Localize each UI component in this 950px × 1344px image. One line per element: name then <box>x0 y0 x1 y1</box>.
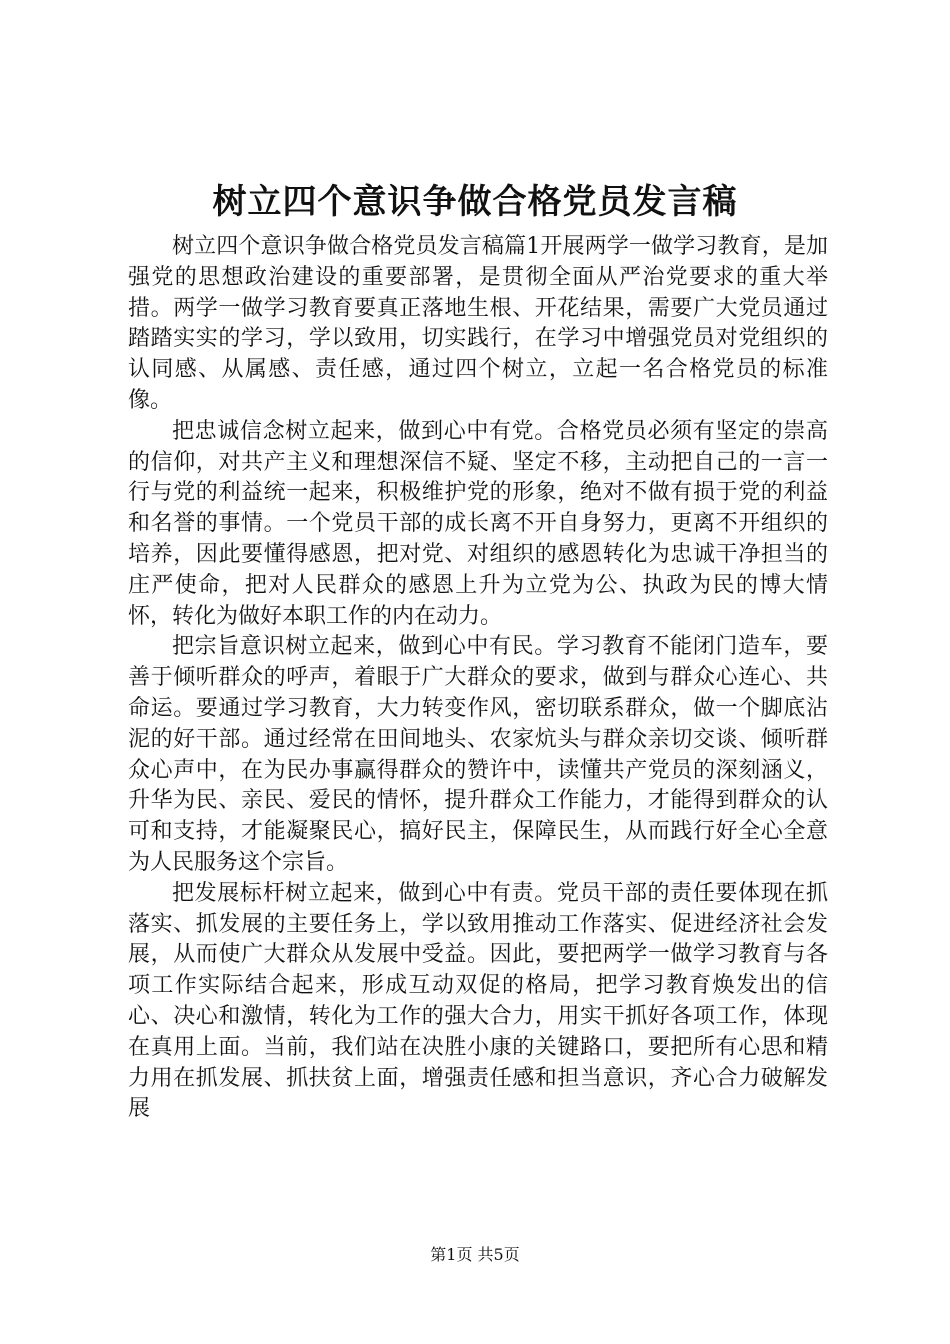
page-number-footer: 第1页 共5页 <box>430 1245 520 1264</box>
paragraph-4: 把发展标杆树立起来，做到心中有责。党员干部的责任要体现在抓落实、抓发展的主要任务上，学以致用推动工作落实、促进经济社会发展，从而使广大群众从发展中受益。因此，要把两学一做学习教育与各项工作实际结合起来，形成互动双促的格局，把学习教育焕发出的信心、决心和激情，转化为工作的强大合力，用实干抓好各项工作，体现在真用上面。当前，我们站在决胜小康的关键路口，要把所有心思和精力用在抓发展、抓扶贫上面，增强责任感和担当意识，齐心合力破解发展 <box>128 880 828 1122</box>
paragraph-1: 树立四个意识争做合格党员发言稿篇1开展两学一做学习教育，是加强党的思想政治建设的重要部署，是贯彻全面从严治党要求的重大举措。两学一做学习教育要真正落地生根、开花结果，需要广大党员通过踏踏实实的学习，学以致用，切实践行，在学习中增强党员对党组织的认同感、从属感、责任感，通过四个树立，立起一名合格党员的标准像。 <box>128 234 828 413</box>
paragraph-2: 把忠诚信念树立起来，做到心中有党。合格党员必须有坚定的崇高的信仰，对共产主义和理想深信不疑、坚定不移，主动把自己的一言一行与党的利益统一起来，积极维护党的形象，绝对不做有损于党的利益和名誉的事情。一个党员干部的成长离不开自身努力，更离不开组织的培养，因此要懂得感恩，把对党、对组织的感恩转化为忠诚干净担当的庄严使命，把对人民群众的感恩上升为立党为公、执政为民的博大情怀，转化为做好本职工作的内在动力。 <box>128 418 828 629</box>
document-title: 树立四个意识争做合格党员发言稿 <box>212 182 738 222</box>
paragraph-3: 把宗旨意识树立起来，做到心中有民。学习教育不能闭门造车，要善于倾听群众的呼声，着眼于广大群众的要求，做到与群众心连心、共命运。要通过学习教育，大力转变作风，密切联系群众，做一个脚底沾泥的好干部。通过经常在田间地头、农家炕头与群众亲切交谈、倾听群众心声中，在为民办事赢得群众的赞许中，读懂共产党员的深刻涵义，升华为民、亲民、爱民的情怀，提升群众工作能力，才能得到群众的认可和支持，才能凝聚民心，搞好民主，保障民生，从而践行好全心全意为人民服务这个宗旨。 <box>128 634 828 875</box>
document-body <box>128 232 828 1125</box>
